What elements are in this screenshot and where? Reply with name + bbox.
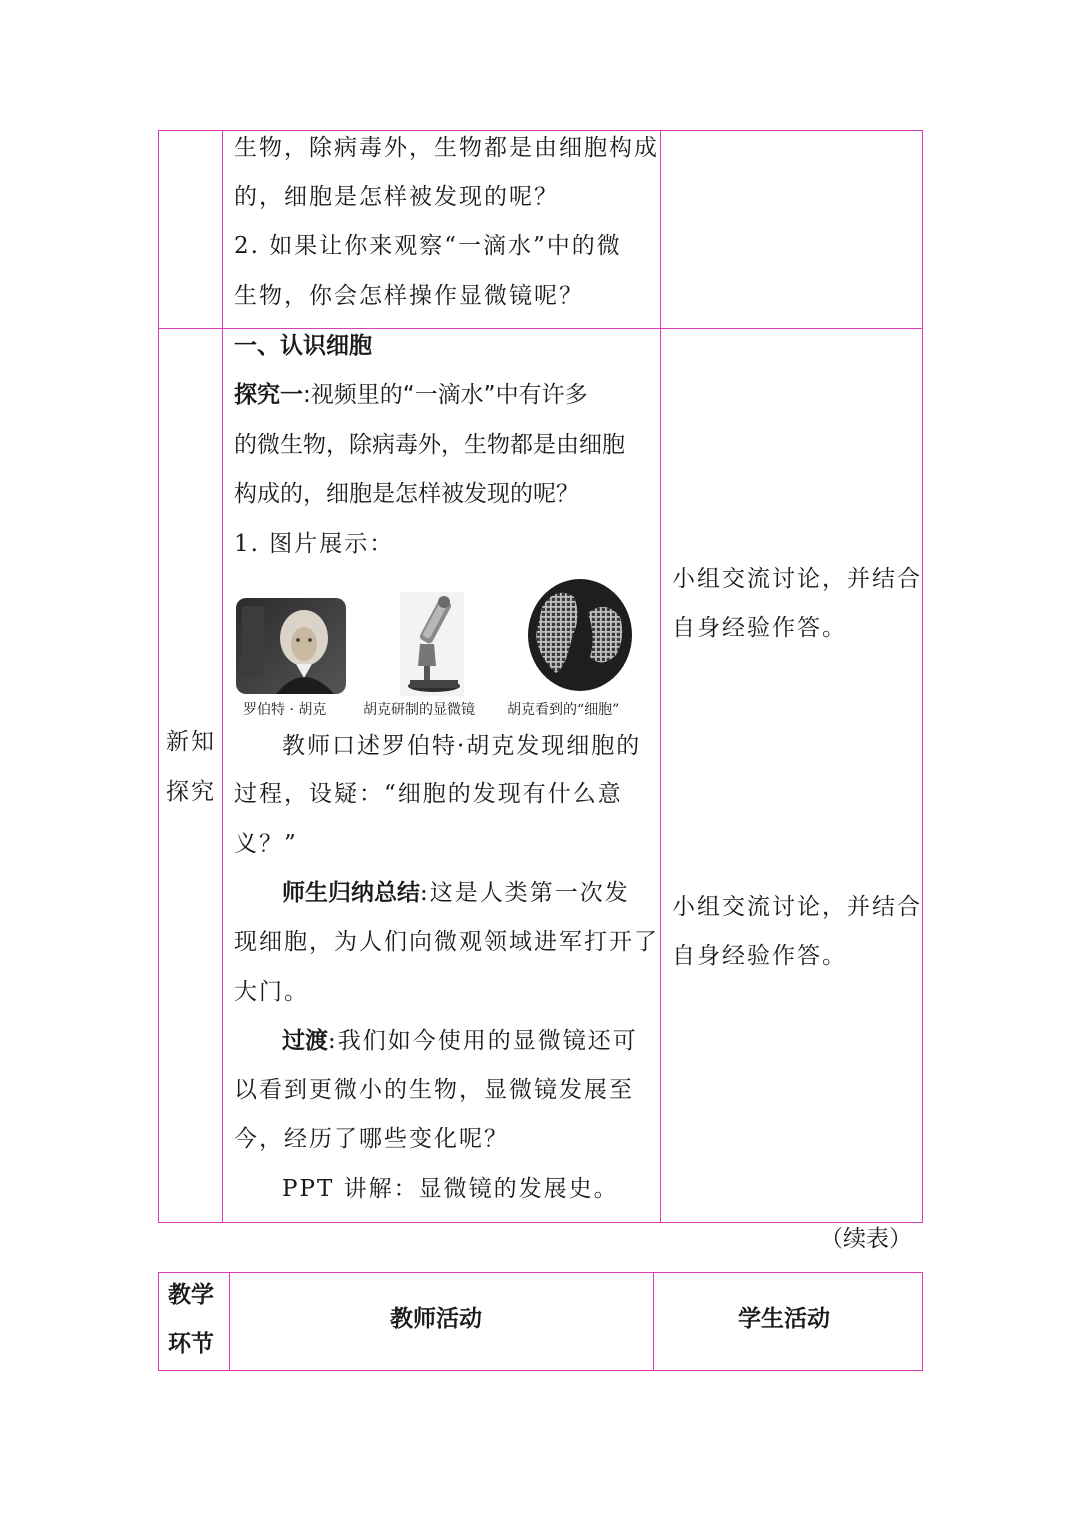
explore-label: 探究一 <box>234 382 303 408</box>
stage-label-line-2: 探究 <box>166 779 216 805</box>
narration-line-1: 教师口述罗伯特·胡克发现细胞的 <box>282 733 642 759</box>
student-b-line-2: 自身经验作答。 <box>672 943 847 969</box>
row1-teacher-line-4: 生物，你会怎样操作显微镜呢？ <box>234 283 584 309</box>
table1-bottom-border <box>158 1222 923 1223</box>
table1-left-border <box>158 130 159 1223</box>
header-stage-line-1: 教学 <box>168 1282 214 1308</box>
caption-microscope: 胡克研制的显微镜 <box>363 702 475 718</box>
narration-line-3: 义？” <box>234 831 298 857</box>
header-teacher-activity: 教师活动 <box>390 1306 482 1332</box>
microscope-image <box>400 592 464 696</box>
student-a-line-1: 小组交流讨论，并结合 <box>672 566 922 592</box>
explore-line-3: 构成的，细胞是怎样被发现的呢？ <box>234 481 579 507</box>
table1-col2-divider <box>660 130 661 1223</box>
transition-line-2: 以看到更微小的生物，显微镜发展至 <box>234 1077 634 1103</box>
narration-line-2: 过程，设疑：“细胞的发现有什么意 <box>234 781 623 807</box>
cork-cells-image <box>526 577 634 693</box>
summary-label: 师生归纳总结 <box>282 880 420 906</box>
row1-teacher-line-3: 2. 如果让你来观察“一滴水”中的微 <box>234 233 622 259</box>
portrait-image <box>236 598 346 694</box>
transition-line-1-rest: :我们如今使用的显微镜还可 <box>328 1028 638 1054</box>
transition-label: 过渡 <box>282 1028 328 1054</box>
row1-teacher-line-1: 生物，除病毒外，生物都是由细胞构成 <box>234 135 659 161</box>
summary-line-1-rest: :这是人类第一次发 <box>420 880 630 906</box>
student-b-line-1: 小组交流讨论，并结合 <box>672 894 922 920</box>
picture-intro: 1. 图片展示： <box>234 531 395 557</box>
table2-right-border <box>922 1272 923 1371</box>
explore-line-1-rest: :视频里的“一滴水”中有许多 <box>303 382 588 408</box>
explore-line-1 <box>234 371 588 420</box>
table2-bottom-border <box>158 1370 923 1371</box>
table2-col2-divider <box>653 1272 654 1371</box>
ppt-line: PPT 讲解：显微镜的发展史。 <box>282 1176 619 1202</box>
table1-col1-divider <box>222 130 223 1223</box>
table2-left-border <box>158 1272 159 1371</box>
header-student-activity: 学生活动 <box>738 1306 830 1332</box>
table2-top-border <box>158 1272 923 1273</box>
transition-line-1 <box>282 1017 638 1066</box>
summary-line-1 <box>282 869 630 918</box>
row1-teacher-line-2: 的，细胞是怎样被发现的呢？ <box>234 184 559 210</box>
summary-line-2: 现细胞，为人们向微观领域进军打开了 <box>234 929 659 955</box>
student-a-line-2: 自身经验作答。 <box>672 615 847 641</box>
caption-cells: 胡克看到的“细胞” <box>507 702 620 718</box>
caption-portrait: 罗伯特 · 胡克 <box>243 702 327 718</box>
header-stage-line-2: 环节 <box>168 1331 214 1357</box>
table2-col1-divider <box>229 1272 230 1371</box>
explore-line-2: 的微生物，除病毒外，生物都是由细胞 <box>234 432 625 458</box>
continued-label: （续表） <box>820 1226 912 1252</box>
transition-line-3: 今，经历了哪些变化呢？ <box>234 1126 509 1152</box>
table1-right-border <box>922 130 923 1223</box>
stage-label-line-1: 新知 <box>166 729 216 755</box>
section-heading: 一、认识细胞 <box>234 333 372 359</box>
summary-line-3: 大门。 <box>234 979 309 1005</box>
